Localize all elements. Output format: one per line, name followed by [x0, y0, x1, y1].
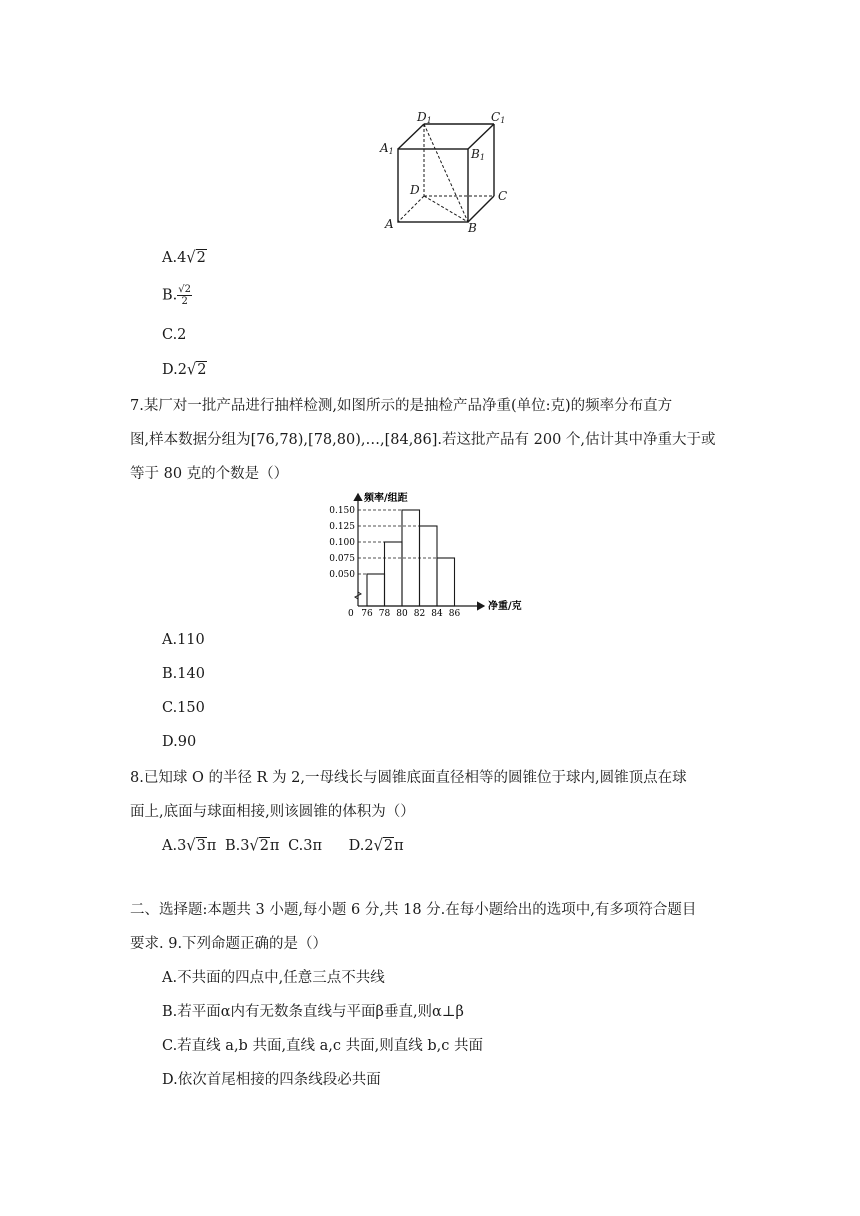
label-d1: D1: [417, 110, 432, 125]
histogram-bar: [385, 542, 403, 606]
x-tick-label: 82: [413, 609, 426, 619]
label-b1: B1: [471, 147, 485, 162]
y-tick-label: 0.125: [329, 522, 355, 532]
q7-option-c: C.150: [162, 700, 205, 716]
label-c: C: [498, 189, 508, 203]
x-tick-label: 78: [378, 609, 391, 619]
q6-option-c: C.2: [162, 327, 187, 343]
chart-origin: 0: [348, 609, 354, 619]
q8-option-c: C.3π: [288, 838, 323, 854]
q8-options: [162, 836, 404, 856]
q8-option-b: B.3√2π: [224, 837, 280, 855]
y-tick-label: 0.050: [329, 570, 355, 580]
x-tick-label: 80: [396, 609, 408, 619]
chart-ylabel: 频率/组距: [364, 493, 408, 504]
q6-option-b: B. $\frac{√2}{2}$: [162, 284, 192, 307]
section2-line-2: 要求. 9.下列命题正确的是（）: [130, 936, 328, 952]
x-tick-label: 86: [448, 609, 461, 619]
histogram-bar: [437, 558, 455, 606]
q8-option-a: A.3√3π: [162, 837, 217, 855]
q9-option-a: A.不共面的四点中,任意三点不共线: [162, 970, 385, 986]
label-a: A: [385, 217, 394, 231]
x-tick-label: 76: [361, 609, 373, 619]
q7-option-a: A.110: [162, 632, 205, 648]
label-a1: A1: [380, 141, 394, 156]
q8-line-2: 面上,底面与球面相接,则该圆锥的体积为（）: [130, 804, 415, 820]
q7-line-2: 图,样本数据分组为[76,78),[78,80),…,[84,86].若这批产品有 200 个,估计其中净重大于或: [130, 432, 716, 448]
q7-option-b: B.140: [162, 666, 205, 682]
q7-line-3: 等于 80 克的个数是（）: [130, 466, 289, 482]
histogram-chart: [320, 488, 540, 620]
q9-option-c: C.若直线 a,b 共面,直线 a,c 共面,则直线 b,c 共面: [162, 1038, 483, 1054]
label-b: B: [468, 221, 477, 235]
q8-option-d: D.2√2π: [348, 837, 404, 855]
q6-option-a: A.4√2: [162, 249, 206, 267]
histogram-bar: [367, 574, 385, 606]
chart-xlabel: 净重/克: [488, 601, 522, 612]
y-tick-label: 0.100: [329, 538, 355, 548]
q7-option-d: D.90: [162, 734, 197, 750]
y-tick-label: 0.150: [329, 506, 355, 516]
q6-option-d: D.2√2: [162, 361, 207, 379]
x-tick-label: 84: [431, 609, 443, 619]
section2-line-1: 二、选择题:本题共 3 小题,每小题 6 分,共 18 分.在每小题给出的选项中,有多项符合题目: [130, 902, 697, 918]
q8-line-1: 8.已知球 O 的半径 R 为 2,一母线长与圆锥底面直径相等的圆锥位于球内,圆锥顶点在球: [130, 770, 687, 786]
cube-figure: [376, 104, 516, 236]
q9-option-b: B.若平面α内有无数条直线与平面β垂直,则α⊥β: [162, 1004, 464, 1020]
histogram-bar: [420, 526, 438, 606]
q7-line-1: 7.某厂对一批产品进行抽样检测,如图所示的是抽检产品净重(单位:克)的频率分布直方: [130, 398, 673, 414]
q9-option-d: D.依次首尾相接的四条线段必共面: [162, 1072, 381, 1088]
label-d: D: [410, 183, 420, 197]
label-c1: C1: [491, 110, 506, 125]
y-tick-label: 0.075: [329, 554, 355, 564]
